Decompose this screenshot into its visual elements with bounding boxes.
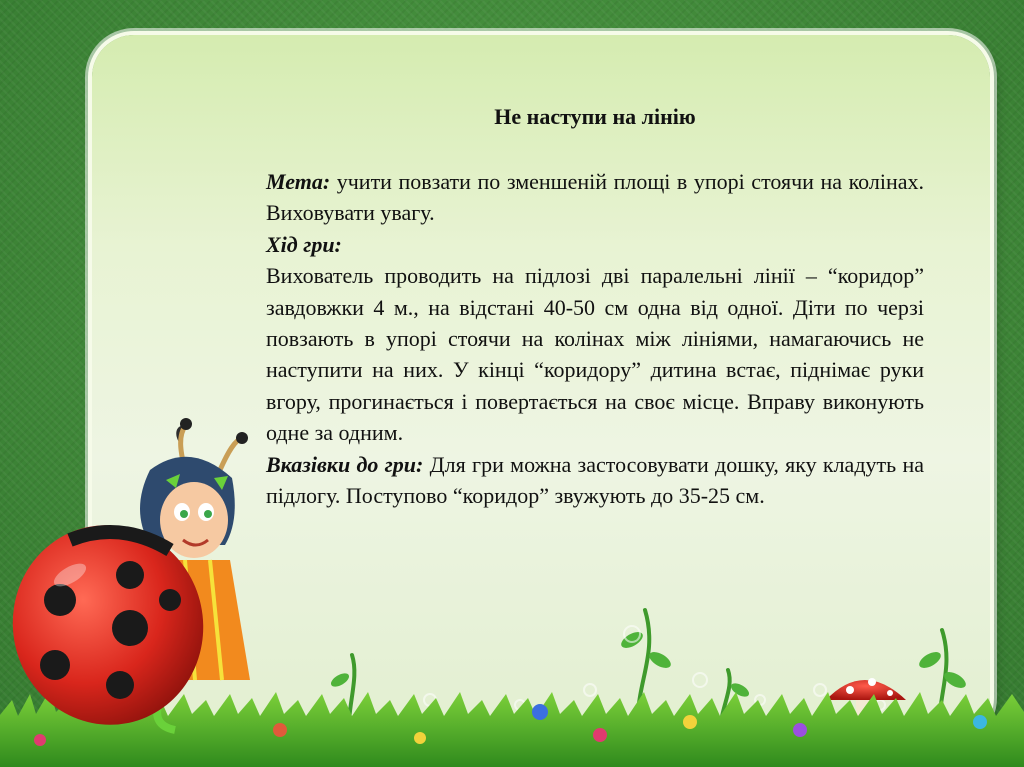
- goal-paragraph: [266, 166, 924, 229]
- course-label-line: [266, 229, 924, 260]
- instructions-paragraph: [266, 449, 924, 512]
- instructions-label: Вказівки до гри:: [266, 451, 424, 477]
- course-label: Хід гри:: [266, 231, 342, 257]
- goal-label: Мета:: [266, 169, 331, 194]
- page-title: Не наступи на лінію: [494, 104, 696, 129]
- game-description: [266, 166, 924, 511]
- instructions-text: Для гри можна застосовувати дошку, яку кладуть на підлогу. Поступово “коридор” звужують до 35-25 см.: [266, 451, 924, 509]
- course-paragraph: Вихователь проводить на підлозі дві паралельні лінії – “коридор” завдовжки 4 м., на відстані 40-50 см одна від одної. Діти по черзі повзають в упорі стоячи на колінах між лініями, намагаючись не наступити на них. У кінці “коридору” дитина встає, піднімає руки вгору, прогинається і повертається на своє місце. Вправу виконують одне за одним.: [266, 263, 924, 446]
- goal-text: учити повзати по зменшеній площі в упорі стоячи на колінах. Виховувати увагу.: [266, 169, 924, 226]
